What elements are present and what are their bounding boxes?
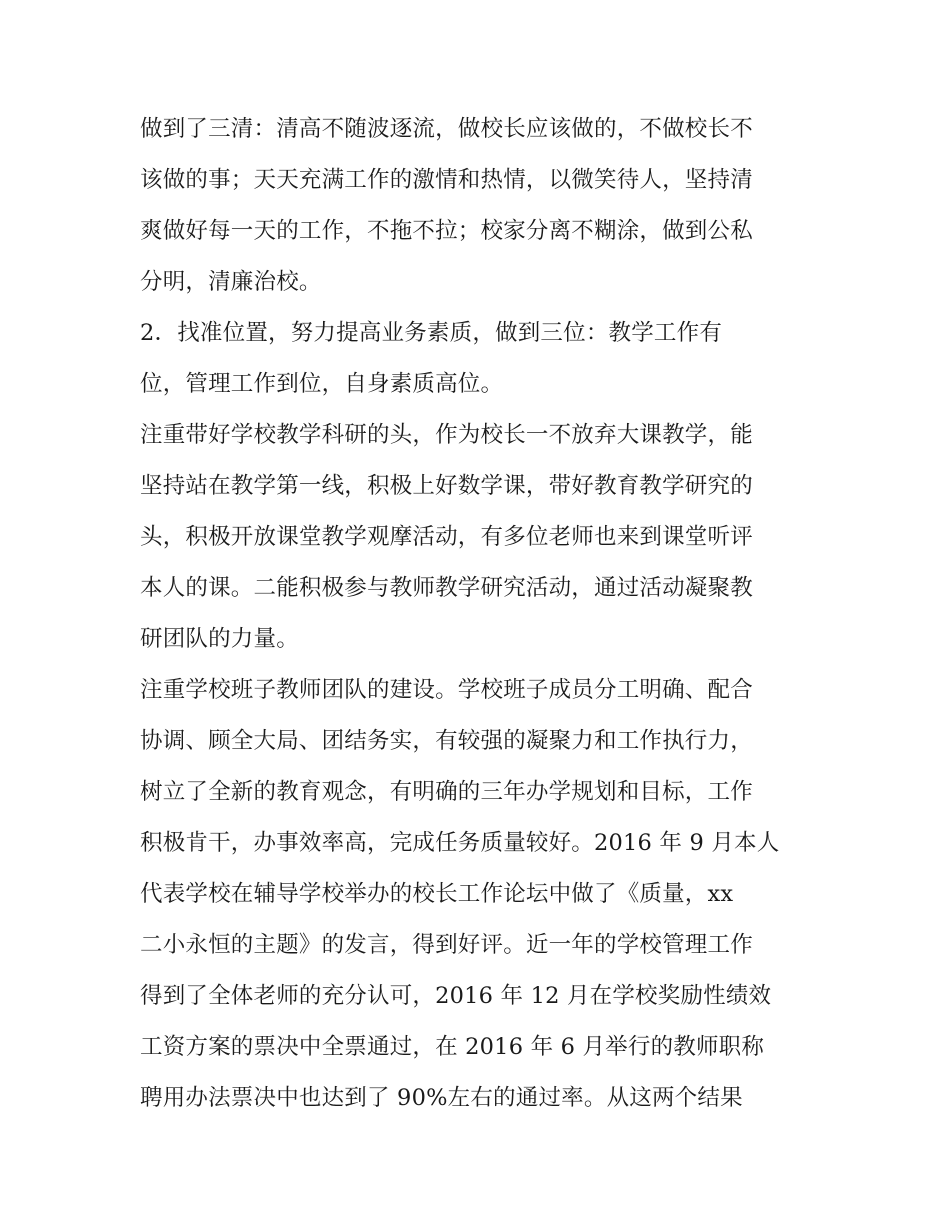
text-line: 得到了全体老师的充分认可，2016 年 12 月在学校奖励性绩效 <box>140 983 772 1009</box>
text-line: 工资方案的票决中全票通过，在 2016 年 6 月举行的教师职称 <box>140 1034 765 1060</box>
text-line: 代表学校在辅导学校举办的校长工作论坛中做了《质量，xx <box>140 881 734 907</box>
text-line: 头，积极开放课堂教学观摩活动，有多位老师也来到课堂听评 <box>140 524 753 550</box>
text-line: 坚持站在教学第一线，积极上好数学课，带好教育教学研究的 <box>140 473 753 499</box>
text-line: 积极肯干，办事效率高，完成任务质量较好。2016 年 9 月本人 <box>140 830 780 856</box>
text-line: 树立了全新的教育观念，有明确的三年办学规划和目标，工作 <box>140 779 753 805</box>
text-line: 聘用办法票决中也达到了 90%左右的通过率。从这两个结果 <box>140 1085 743 1111</box>
text-line: 协调、顾全大局、团结务实，有较强的凝聚力和工作执行力， <box>140 728 753 754</box>
text-line: 2．找准位置，努力提高业务素质，做到三位：教学工作有 <box>140 320 723 346</box>
text-line: 注重学校班子教师团队的建设。学校班子成员分工明确、配合 <box>140 677 753 703</box>
text-line: 爽做好每一天的工作，不拖不拉；校家分离不糊涂，做到公私 <box>140 218 753 244</box>
text-line: 位，管理工作到位，自身素质高位。 <box>140 371 504 397</box>
text-line: 研团队的力量。 <box>140 626 299 652</box>
text-line: 做到了三清：清高不随波逐流，做校长应该做的，不做校长不 <box>140 116 753 142</box>
text-line: 该做的事；天天充满工作的激情和热情，以微笑待人，坚持清 <box>140 167 753 193</box>
text-line: 二小永恒的主题》的发言，得到好评。近一年的学校管理工作 <box>140 932 753 958</box>
text-line: 本人的课。二能积极参与教师教学研究活动，通过活动凝聚教 <box>140 575 753 601</box>
text-line: 分明，清廉治校。 <box>140 269 322 295</box>
text-line: 注重带好学校教学科研的头，作为校长一不放弃大课教学，能 <box>140 422 753 448</box>
